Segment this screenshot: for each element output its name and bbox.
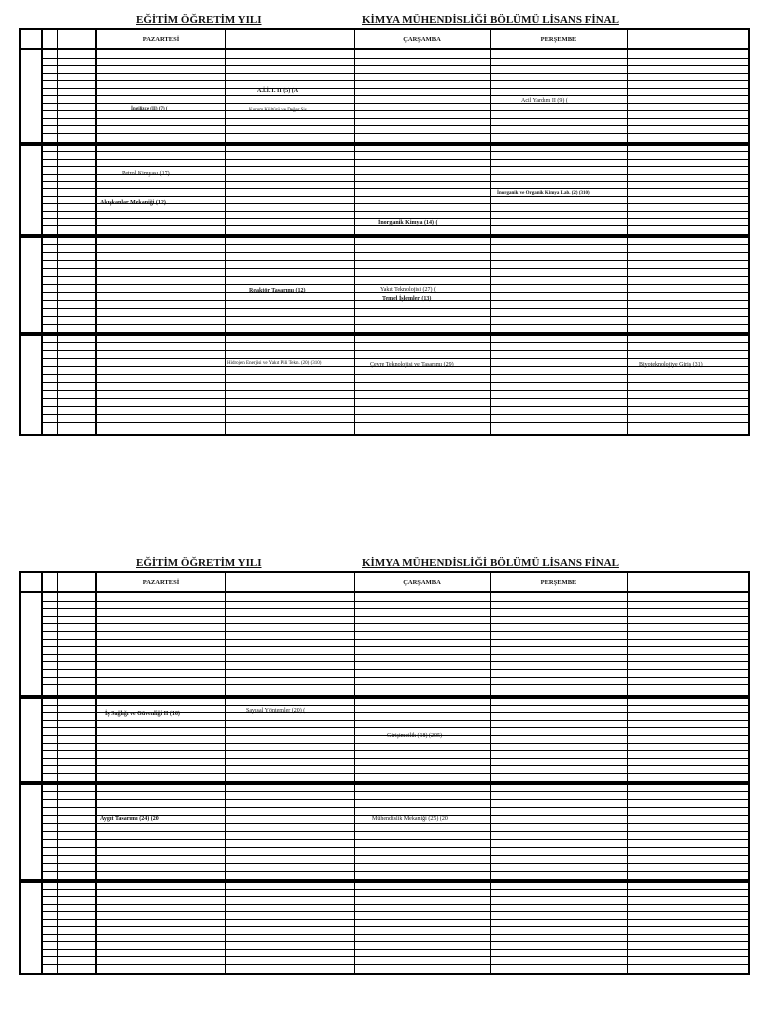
- grid-row-line: [41, 608, 748, 609]
- grid-row-line: [41, 847, 748, 848]
- grid-row-line: [41, 88, 748, 89]
- grid-row-line: [41, 118, 748, 119]
- grid-row-line: [41, 934, 748, 935]
- schedule-grid: [19, 571, 750, 975]
- grid-row-line: [41, 712, 748, 713]
- sheet-header: [19, 557, 748, 571]
- day-header-wednesday: ÇARŞAMBA: [403, 36, 441, 43]
- grid-row-line: [41, 342, 748, 343]
- grid-row-line: [41, 956, 748, 957]
- grid-row-line: [41, 949, 748, 950]
- grid-row-line: [41, 211, 748, 212]
- day-header-wednesday: ÇARŞAMBA: [403, 579, 441, 586]
- grid-row-line: [41, 896, 748, 897]
- grid-row-line: [41, 871, 748, 872]
- grid-row-line: [41, 151, 748, 152]
- grid-row-line: [41, 727, 748, 728]
- grid-row-line: [41, 110, 748, 111]
- grid-row-line: [41, 260, 748, 261]
- schedule-grid: [19, 28, 750, 436]
- exam-entry: Girişimcilik (18) (205): [387, 733, 442, 739]
- day-header-monday: PAZARTESİ: [142, 579, 180, 586]
- grid-row-line: [41, 765, 748, 766]
- exam-entry: A.İ.İ.T. II (5) (A: [257, 88, 299, 94]
- grid-row-line: [41, 735, 748, 736]
- exam-entry: İş Sağlığı ve Güvenliği II (16): [105, 711, 180, 717]
- grid-block-separator: [21, 591, 748, 593]
- grid-row-line: [41, 406, 748, 407]
- grid-row-line: [41, 308, 748, 309]
- grid-row-line: [41, 661, 748, 662]
- grid-row-line: [41, 773, 748, 774]
- grid-row-line: [41, 196, 748, 197]
- grid-row-line: [41, 398, 748, 399]
- grid-row-line: [41, 382, 748, 383]
- grid-row-line: [41, 616, 748, 617]
- sheet-header: [19, 14, 748, 28]
- grid-row-line: [41, 174, 748, 175]
- academic-year-title: EĞİTİM ÖĞRETİM YILI: [136, 14, 262, 26]
- grid-row-line: [41, 292, 748, 293]
- grid-row-line: [41, 390, 748, 391]
- grid-row-line: [41, 358, 748, 359]
- grid-row-line: [41, 889, 748, 890]
- grid-row-line: [41, 316, 748, 317]
- grid-row-line: [41, 677, 748, 678]
- grid-block-separator: [21, 332, 748, 336]
- grid-row-line: [41, 743, 748, 744]
- grid-row-line: [41, 58, 748, 59]
- exam-entry: Kurum Kültürü ve Değer Sis: [249, 108, 307, 113]
- grid-row-line: [41, 758, 748, 759]
- exam-schedule-sheet-2: [19, 557, 748, 977]
- grid-row-line: [41, 646, 748, 647]
- grid-row-line: [41, 904, 748, 905]
- grid-row-line: [41, 133, 748, 134]
- grid-row-line: [41, 95, 748, 96]
- grid-row-line: [41, 414, 748, 415]
- grid-row-line: [41, 964, 748, 965]
- grid-row-line: [41, 863, 748, 864]
- grid-row-line: [41, 422, 748, 423]
- grid-block-separator: [21, 781, 748, 785]
- department-title: KİMYA MÜHENDİSLİĞİ BÖLÜMÜ LİSANS FİNAL: [362, 557, 619, 569]
- grid-row-line: [41, 911, 748, 912]
- grid-block-separator: [21, 142, 748, 146]
- grid-row-line: [41, 188, 748, 189]
- exam-schedule-sheet-1: [19, 14, 748, 438]
- grid-row-line: [41, 276, 748, 277]
- grid-row-line: [41, 807, 748, 808]
- grid-row-line: [41, 639, 748, 640]
- exam-entry: Petrol Kimyası (17): [122, 171, 170, 177]
- grid-row-line: [41, 159, 748, 160]
- grid-row-line: [41, 324, 748, 325]
- grid-row-line: [41, 669, 748, 670]
- grid-row-line: [41, 203, 748, 204]
- grid-row-line: [41, 218, 748, 219]
- grid-row-line: [41, 300, 748, 301]
- academic-year-title: EĞİTİM ÖĞRETİM YILI: [136, 557, 262, 569]
- grid-row-line: [41, 73, 748, 74]
- grid-row-line: [41, 631, 748, 632]
- grid-row-line: [41, 750, 748, 751]
- exam-entry: Yakıt Teknolojisi (27) (: [380, 287, 437, 293]
- grid-row-line: [41, 350, 748, 351]
- grid-row-line: [41, 166, 748, 167]
- grid-row-line: [41, 720, 748, 721]
- grid-row-line: [41, 268, 748, 269]
- grid-row-line: [41, 705, 748, 706]
- day-header-thursday: PERŞEMBE: [540, 36, 577, 43]
- exam-entry: İngilizce (II) (7) (: [131, 107, 168, 112]
- grid-row-line: [41, 181, 748, 182]
- grid-row-line: [41, 855, 748, 856]
- grid-block-separator: [21, 695, 748, 699]
- grid-row-line: [41, 225, 748, 226]
- day-header-monday: PAZARTESİ: [142, 36, 180, 43]
- exam-entry: İnorganik ve Organik Kimya Lab. (2) (310): [497, 191, 590, 196]
- grid-row-line: [41, 374, 748, 375]
- grid-row-line: [41, 839, 748, 840]
- grid-row-line: [41, 799, 748, 800]
- grid-row-line: [41, 284, 748, 285]
- grid-row-line: [41, 815, 748, 816]
- grid-row-line: [41, 366, 748, 367]
- grid-row-line: [41, 684, 748, 685]
- exam-entry: Reaktör Tasarımı (12): [249, 288, 306, 294]
- grid-block-separator: [21, 48, 748, 50]
- exam-entry: Hidrojen Enerjisi ve Yakıt Pili Tekn. (20) (310): [227, 361, 322, 366]
- grid-row-line: [41, 125, 748, 126]
- grid-row-line: [41, 791, 748, 792]
- grid-row-line: [41, 941, 748, 942]
- department-title: KİMYA MÜHENDİSLİĞİ BÖLÜMÜ LİSANS FİNAL: [362, 14, 619, 26]
- day-header-thursday: PERŞEMBE: [540, 579, 577, 586]
- exam-entry: Aygıt Tasarımı (24) (20: [100, 816, 159, 822]
- grid-row-line: [41, 831, 748, 832]
- exam-entry: Temel İşlemler (13): [382, 296, 432, 302]
- grid-block-separator: [21, 879, 748, 883]
- grid-row-line: [41, 601, 748, 602]
- grid-row-line: [41, 244, 748, 245]
- grid-block-separator: [21, 234, 748, 238]
- grid-row-line: [41, 654, 748, 655]
- exam-entry: Mühendislik Mekaniği (25) (20: [372, 816, 448, 822]
- grid-row-line: [41, 926, 748, 927]
- exam-entry: Acil Yardım II (9) (: [521, 98, 568, 104]
- exam-entry: Akışkanlar Mekaniği (12): [100, 200, 166, 206]
- exam-entry: Biyoteknolojiye Giriş (31): [639, 362, 703, 368]
- grid-row-line: [41, 80, 748, 81]
- grid-row-line: [41, 103, 748, 104]
- grid-row-line: [41, 823, 748, 824]
- grid-row-line: [41, 65, 748, 66]
- grid-row-line: [41, 919, 748, 920]
- grid-row-line: [41, 252, 748, 253]
- grid-row-line: [41, 623, 748, 624]
- exam-entry: Çevre Teknolojisi ve Tasarımı (29): [370, 362, 454, 368]
- exam-entry: İnorganik Kimya (14) (: [378, 220, 438, 226]
- exam-entry: Sayısal Yöntemler (20) (: [246, 708, 306, 714]
